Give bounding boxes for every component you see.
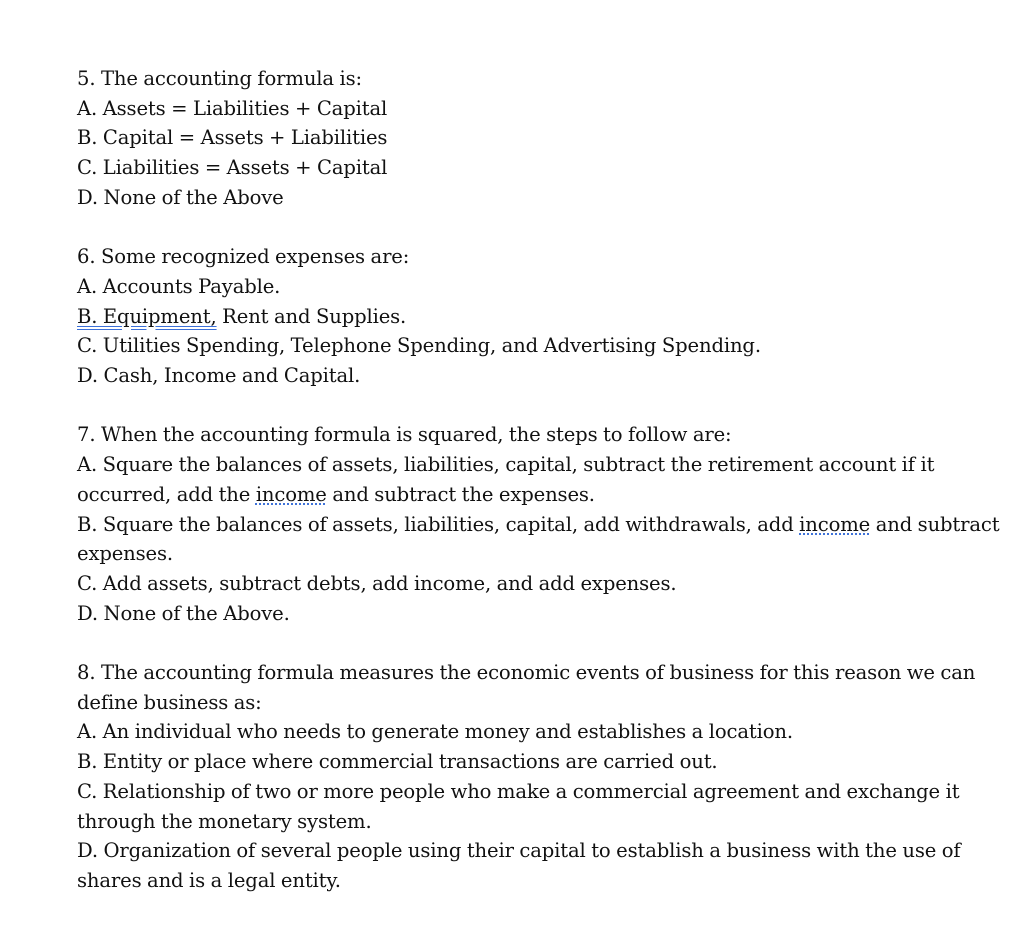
answer-option-c: C. Liabilities = Assets + Capital xyxy=(77,156,388,180)
answer-option-b xyxy=(77,510,1022,569)
answer-option-a: A. An individual who needs to generate money and establishes a location. xyxy=(77,720,793,744)
spelling-underline-text[interactable]: income xyxy=(255,482,327,506)
question-stem: 5. The accounting formula is: xyxy=(77,67,362,90)
answer-option-a: A. Assets = Liabilities + Capital xyxy=(77,96,388,120)
answer-option-text: Rent and Supplies. xyxy=(216,304,407,328)
answer-option-a: A. Accounts Payable. xyxy=(77,274,281,298)
answer-option-b xyxy=(77,302,1022,332)
answer-option-d: D. None of the Above xyxy=(77,185,284,209)
answer-option-c: C. Relationship of two or more people who make a commercial agreement and exchange it through the monetary system. xyxy=(77,779,960,833)
answer-option-a xyxy=(77,450,1022,509)
question-6 xyxy=(77,242,1022,391)
question-stem: 8. The accounting formula measures the economic events of business for this reason we can define business as: xyxy=(77,661,976,714)
question-8 xyxy=(77,658,1022,896)
answer-option-text: B. Square the balances of assets, liabilities, capital, add withdrawals, add xyxy=(77,512,800,536)
answer-option-d: D. Organization of several people using their capital to establish a business with the use of shares and is a legal entity. xyxy=(77,839,961,892)
grammar-underline-text[interactable]: B. Equipment, xyxy=(77,304,217,328)
answer-option-d: D. Cash, Income and Capital. xyxy=(77,364,361,388)
answer-option-text: and subtract the expenses. xyxy=(326,482,595,506)
answer-option-text: and subtract expenses. xyxy=(77,512,1000,566)
document-page xyxy=(77,64,1022,925)
answer-option-b: B. Capital = Assets + Liabilities xyxy=(77,126,388,150)
question-stem: 6. Some recognized expenses are: xyxy=(77,245,410,269)
answer-option-d: D. None of the Above. xyxy=(77,601,290,625)
question-7 xyxy=(77,420,1022,628)
answer-option-text: A. Square the balances of assets, liabilities, capital, subtract the retirement account if it occurred, add the xyxy=(77,453,935,506)
answer-option-c: C. Add assets, subtract debts, add income, and add expenses. xyxy=(77,571,677,595)
answer-option-c: C. Utilities Spending, Telephone Spending, and Advertising Spending. xyxy=(77,334,761,358)
question-stem: 7. When the accounting formula is squared, the steps to follow are: xyxy=(77,423,732,447)
spelling-underline-text[interactable]: income xyxy=(799,512,871,536)
answer-option-b: B. Entity or place where commercial transactions are carried out. xyxy=(77,750,718,774)
question-5 xyxy=(77,64,1022,213)
